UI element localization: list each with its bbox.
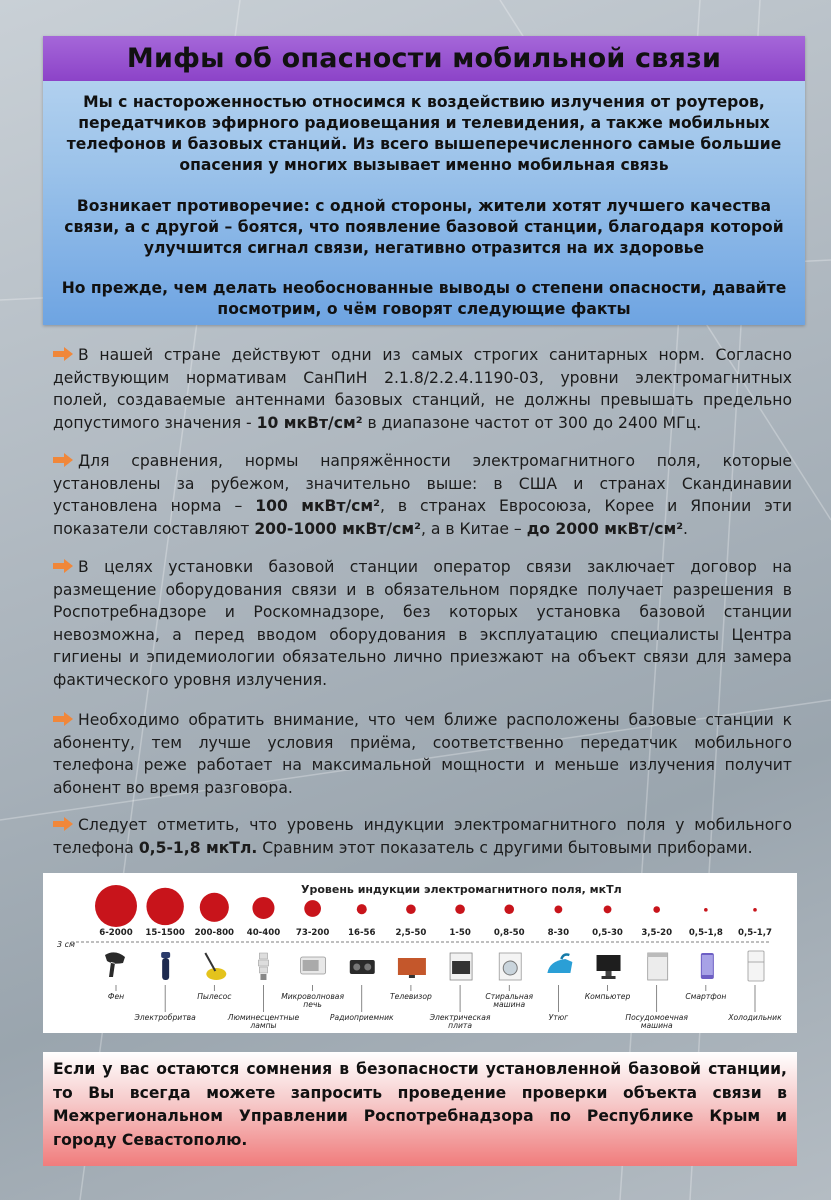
fact-text: В целях установки базовой станции оператор связи заключает договор на размещение оборудования связи и в обязательном порядке получает разрешения в Роспотребнадзоре и Роскомнадзоре, без которых установка базовой станции невозможна, а перед вводом оборудования в эксплуатацию специалисты Центра гигиены и эпидемиологии обязательно лично приезжают на объект связи для замера фактического уровня излучения. bbox=[53, 558, 792, 689]
range-label: 1-50 bbox=[449, 928, 471, 938]
fridge-icon bbox=[748, 951, 764, 981]
stove-icon bbox=[450, 953, 472, 980]
emf-level-dot bbox=[653, 906, 660, 913]
device-label: Пылесос bbox=[197, 992, 232, 1001]
fact-highlight: 100 мкВт/см² bbox=[255, 497, 380, 515]
range-label: 0,5-30 bbox=[592, 928, 623, 938]
device-label: Стиральная машина bbox=[485, 992, 534, 1009]
intro-paragraph-3: Но прежде, чем делать необоснованные выводы о степени опасности, давайте посмотрим, о чём говорят следующие факты bbox=[61, 279, 787, 318]
emf-level-dot bbox=[304, 900, 321, 917]
fact-highlight: до 2000 мкВт/см² bbox=[526, 519, 684, 538]
microwave-icon bbox=[301, 957, 326, 974]
radio-icon bbox=[350, 960, 375, 974]
vacuum-icon bbox=[205, 953, 226, 980]
fact-text: . bbox=[683, 519, 688, 538]
emf-level-dot bbox=[200, 893, 229, 922]
shaver-icon bbox=[161, 952, 170, 980]
emf-level-dot bbox=[406, 904, 416, 914]
range-label: 8-30 bbox=[547, 928, 570, 938]
title-bar bbox=[43, 36, 805, 81]
dishwasher-icon bbox=[648, 953, 668, 980]
intro-paragraph-1: Мы с настороженностью относимся к воздействию излучения от роутеров, передатчиков эфирного радиовещания и телевидения, а также мобильных телефонов и базовых станций. Из всего вышеперечисленного самые большие опасения у многих вызывает именно мобильная связь bbox=[66, 93, 782, 174]
arrow-right-icon bbox=[53, 347, 73, 361]
device-label: Холодильник bbox=[728, 1013, 782, 1022]
emf-level-dot bbox=[252, 897, 274, 919]
device-label: Утюг bbox=[548, 1013, 569, 1022]
fact-text: Необходимо обратить внимание, что чем ближе расположены базовые станции к абоненту, тем лучше условия приёма, соответственно передатчик мобильного телефона реже работает на максимальной мощности и меньше излучения получит абонент во время разговора. bbox=[53, 711, 792, 797]
range-label: 0,8-50 bbox=[493, 928, 525, 938]
intro-paragraph-2: Возникает противоречие: с одной стороны, жители хотят лучшего качества связи, а с другой – боятся, что появление базовой станции, благодаря которой улучшится сигнал связи, негативно отразится на их здоровье bbox=[64, 197, 784, 257]
emf-chart bbox=[43, 873, 797, 1033]
emf-level-dot bbox=[357, 904, 367, 914]
range-label: 200-800 bbox=[194, 928, 235, 938]
fact-item bbox=[53, 450, 792, 540]
device-label: Посудомоечная машина bbox=[625, 1013, 689, 1030]
emf-level-dot bbox=[604, 906, 612, 914]
footer-text: Если у вас остаются сомнения в безопасности установленной базовой станции, то Вы всегда можете запросить проведение проверки объекта связи в Межрегиональном Управлении Роспотребнадзора по Республике Крым и городу Севастополю. bbox=[53, 1060, 787, 1149]
arrow-right-icon bbox=[53, 559, 73, 573]
smartphone-icon bbox=[701, 953, 714, 979]
fact-item bbox=[53, 344, 792, 434]
fact-text: Для сравнения, нормы напряжённости электромагнитного поля, которые установлены за рубежом, значительно выше: в США и странах Скандинавии установлена норма – bbox=[53, 452, 792, 515]
device-label: Фен bbox=[107, 992, 125, 1001]
fact-text: , а в Китае – bbox=[420, 519, 527, 538]
emf-level-dot bbox=[753, 908, 757, 912]
device-label: Электробритва bbox=[134, 1013, 196, 1022]
device-label: Микроволновая печь bbox=[281, 992, 345, 1009]
emf-level-dot bbox=[95, 885, 137, 927]
range-label: 16-56 bbox=[348, 928, 376, 938]
range-label: 15-1500 bbox=[145, 928, 185, 938]
emf-level-dot bbox=[704, 908, 708, 912]
emf-level-dot bbox=[504, 904, 514, 914]
intro-panel bbox=[43, 36, 805, 325]
fact-item bbox=[53, 556, 792, 691]
fact-text: Следует отметить, что уровень индукции электромагнитного поля у мобильного телефона bbox=[53, 816, 792, 857]
fact-highlight: 200-1000 мкВт/см² bbox=[254, 519, 421, 538]
computer-icon bbox=[597, 955, 621, 979]
arrow-right-icon bbox=[53, 712, 73, 726]
lamp-icon bbox=[258, 953, 268, 980]
fact-item bbox=[53, 709, 792, 799]
range-label: 40-400 bbox=[246, 928, 281, 938]
distance-label: 3 см bbox=[57, 940, 76, 949]
range-label: 6-2000 bbox=[99, 928, 133, 938]
page-title: Мифы об опасности мобильной связи bbox=[126, 43, 722, 74]
hair-dryer-icon bbox=[105, 952, 125, 977]
fact-item bbox=[53, 814, 792, 859]
emf-level-dot bbox=[455, 904, 465, 914]
emf-chart-panel bbox=[43, 873, 797, 1033]
iron-icon bbox=[547, 955, 572, 974]
device-label: Радиоприемник bbox=[329, 1013, 394, 1022]
fact-text: , в странах Евросоюза, Корее и Японии эти показатели составляют bbox=[53, 497, 792, 538]
footer-panel bbox=[43, 1052, 797, 1166]
device-label: Компьютер bbox=[584, 992, 631, 1001]
fact-highlight: 0,5-1,8 мкТл. bbox=[138, 838, 258, 857]
device-label: Смартфон bbox=[685, 992, 727, 1001]
emf-level-dot bbox=[146, 888, 183, 925]
range-label: 0,5-1,7 bbox=[737, 928, 773, 938]
emf-level-dot bbox=[554, 906, 562, 914]
device-label: Электрическая плита bbox=[429, 1013, 491, 1030]
fact-text: в диапазоне частот от 300 до 2400 МГц. bbox=[362, 413, 702, 432]
arrow-right-icon bbox=[53, 453, 73, 467]
tv-icon bbox=[398, 958, 426, 978]
arrow-right-icon bbox=[53, 817, 73, 831]
fact-text: В нашей стране действуют одни из самых строгих санитарных норм. Согласно действующим нормативам СанПиН 2.1.8/2.2.4.1190-03, уровни электромагнитных полей, создаваемые антеннами базовых станций, не должны превышать предельно допустимого значения - bbox=[53, 346, 792, 432]
range-label: 73-200 bbox=[295, 928, 330, 938]
device-label: Телевизор bbox=[390, 992, 432, 1001]
chart-title: Уровень индукции электромагнитного поля, мкТл bbox=[301, 883, 622, 896]
fact-text: Сравним этот показатель с другими бытовыми приборами. bbox=[257, 838, 753, 857]
device-label: Люминесцентные лампы bbox=[227, 1013, 300, 1030]
fact-highlight: 10 мкВт/см² bbox=[256, 413, 363, 432]
washer-icon bbox=[499, 953, 521, 980]
range-label: 2,5-50 bbox=[395, 928, 427, 938]
range-label: 3,5-20 bbox=[641, 928, 673, 938]
range-label: 0,5-1,8 bbox=[688, 928, 723, 938]
